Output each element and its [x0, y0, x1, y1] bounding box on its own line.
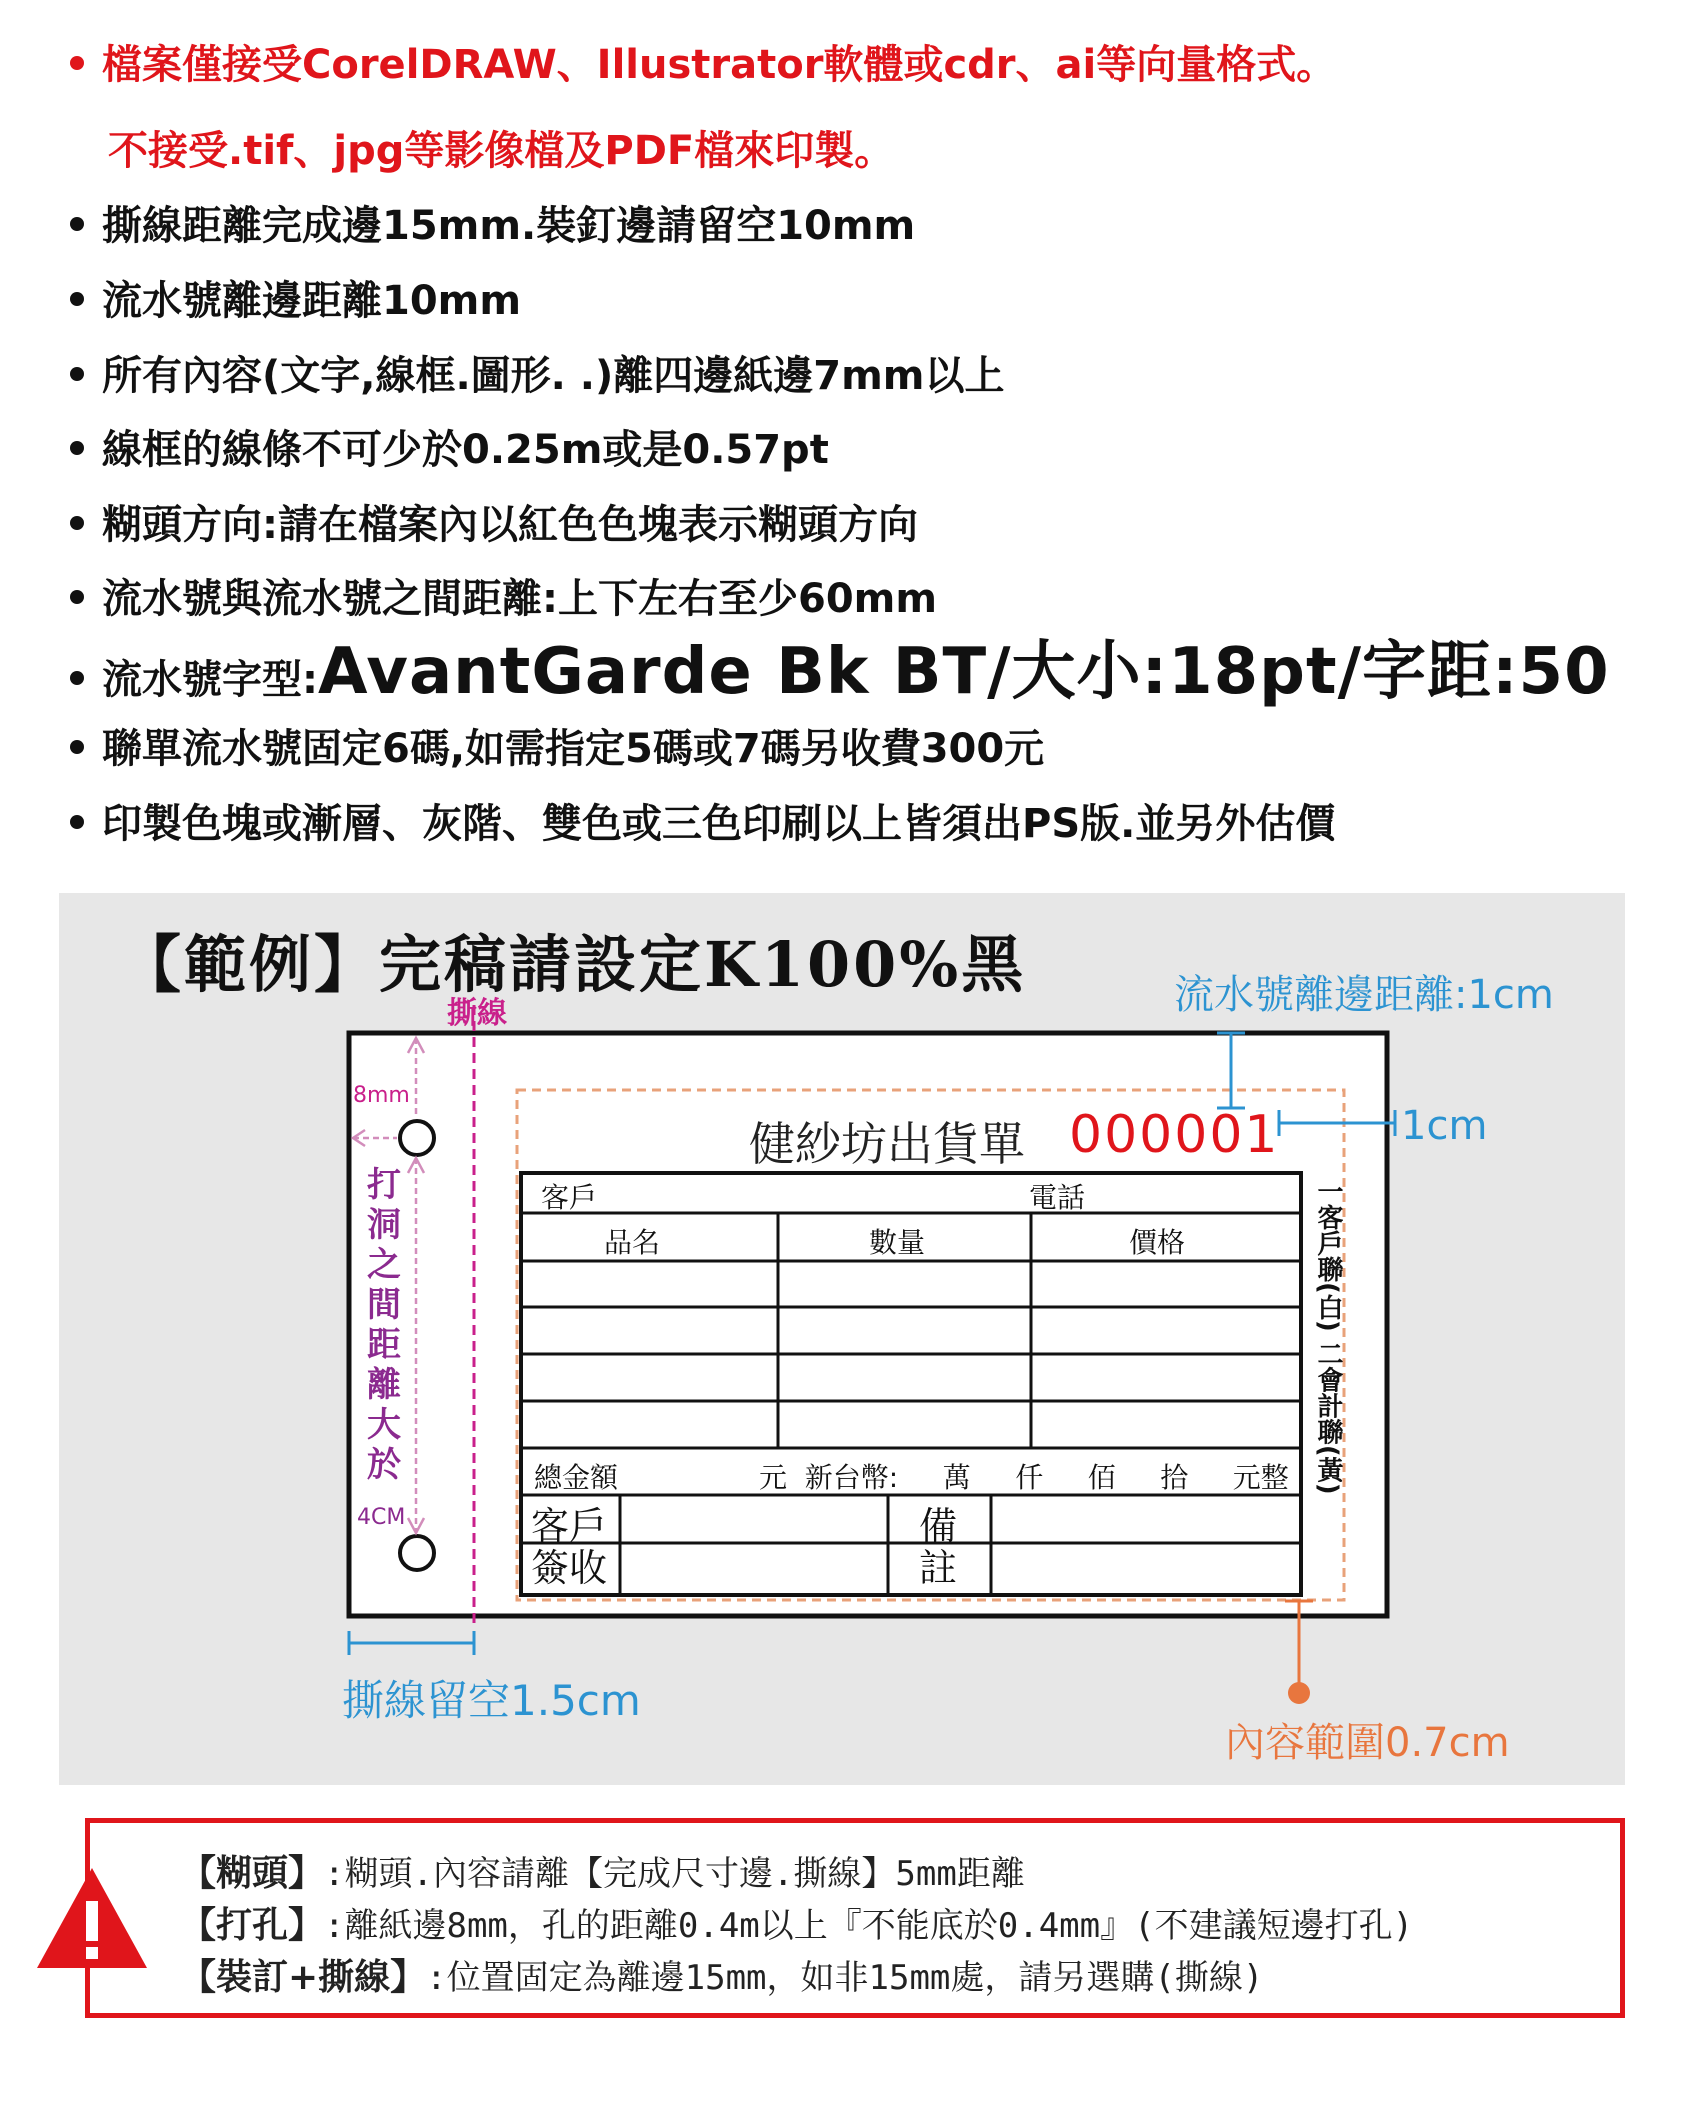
form-title: 健紗坊出貨單 [749, 1117, 1025, 1171]
bullet-icon [70, 367, 84, 381]
list-item: 所有內容(文字,線框.圖形. .)離四邊紙邊7mm以上 [70, 356, 1004, 396]
four-cm-label: 4CM [357, 1505, 406, 1530]
hole-distance-label: 打 洞 之 間 距 離 大 於 [367, 1165, 401, 1485]
bullet-icon [70, 740, 84, 754]
list-item: 流水號離邊距離10mm [70, 281, 521, 321]
bullet-icon [70, 292, 84, 306]
bullet-icon [70, 590, 84, 604]
eight-mm-label: 8mm [353, 1083, 410, 1108]
form-currency: 元 新台幣: 萬 仟 佰 拾 元整 [759, 1461, 1289, 1494]
example-diagram [59, 893, 1625, 1785]
list-item: 糊頭方向:請在檔案內以紅色色塊表示糊頭方向 [70, 505, 918, 545]
form-total: 總金額 [534, 1461, 619, 1494]
warning-box [85, 1818, 1625, 2018]
form-note: 備 註 [919, 1504, 958, 1590]
form-side-text: 一客戶聯(白) 二會計聯(黃) [1313, 1178, 1343, 1495]
bullet-icon [70, 671, 84, 685]
tear-margin-label: 撕線留空1.5cm [342, 1676, 641, 1725]
tear-label: 撕線 [447, 996, 507, 1031]
punch-hole-icon [400, 1536, 434, 1570]
form-header-name: 品名 [604, 1226, 661, 1259]
list-item: 檔案僅接受CorelDRAW、Illustrator軟體或cdr、ai等向量格式。 [70, 45, 1336, 85]
form-header-price: 價格 [1129, 1226, 1186, 1259]
example-title: 【範例】完稿請設定K100%黑 [119, 928, 1027, 1001]
warning-triangle-icon [32, 1863, 152, 1973]
content-range-label: 內容範圍0.7cm [1225, 1720, 1510, 1766]
form-phone: 電話 [1029, 1181, 1086, 1214]
list-item: 撕線距離完成邊15mm.裝釘邊請留空10mm [70, 206, 915, 246]
list-item: 不接受.tif、jpg等影像檔及PDF檔來印製。 [108, 128, 895, 174]
list-item: 聯單流水號固定6碼,如需指定5碼或7碼另收費300元 [70, 729, 1044, 769]
punch-hole-icon [400, 1121, 434, 1155]
form-customer: 客戶 [541, 1181, 598, 1214]
warning-line: 【裝訂+撕線】:位置固定為離邊15mm，如非15mm處，請另選購(撕線) [180, 1957, 1264, 1998]
list-item: 流水號字型:AvantGarde Bk BT/大小:18pt/字距:50 [70, 640, 1610, 704]
bullet-icon [70, 815, 84, 829]
form-sign: 客戶 簽收 [531, 1504, 608, 1590]
bullet-icon [70, 217, 84, 231]
bullet-icon [70, 56, 84, 70]
example-panel [59, 893, 1625, 1785]
serial-margin-label: 流水號離邊距離:1cm [1174, 972, 1554, 1018]
list-item: 印製色塊或漸層、灰階、雙色或三色印刷以上皆須出PS版.並另外估價 [70, 804, 1335, 844]
bullet-icon [70, 441, 84, 455]
list-item: 流水號與流水號之間距離:上下左右至少60mm [70, 579, 937, 619]
warning-line: 【糊頭】:糊頭.內容請離【完成尺寸邊.撕線】5mm距離 [180, 1853, 1025, 1894]
form-header-qty: 數量 [869, 1226, 926, 1259]
list-item: 線框的線條不可少於0.25m或是0.57pt [70, 430, 829, 470]
warning-line: 【打孔】:離紙邊8mm，孔的距離0.4m以上『不能底於0.4mm』(不建議短邊打孔) [180, 1905, 1414, 1946]
one-cm-label: 1cm [1401, 1103, 1488, 1149]
form-serial: 000001 [1069, 1105, 1280, 1165]
bullet-icon [70, 516, 84, 530]
